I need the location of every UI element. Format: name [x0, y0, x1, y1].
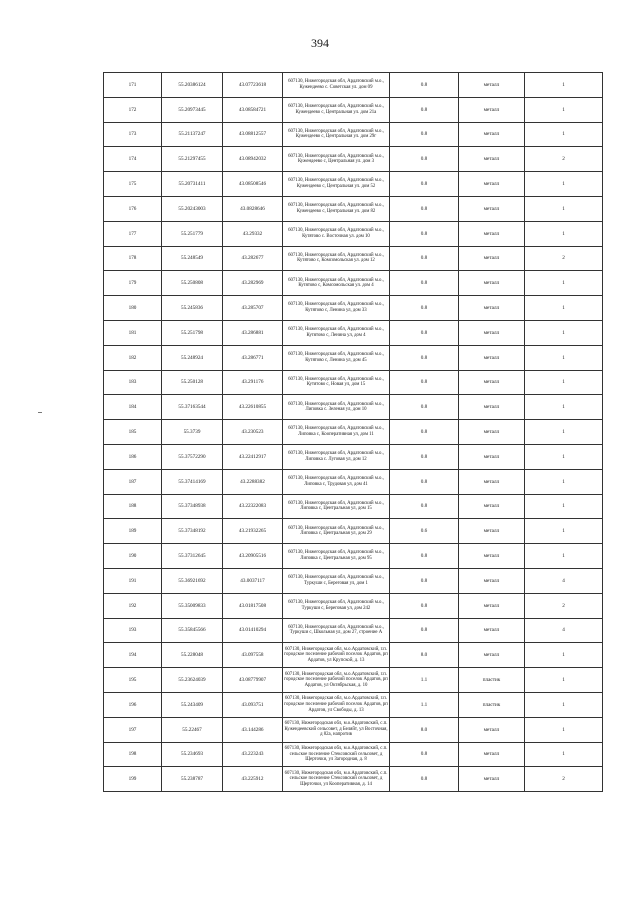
- cell-material: металл: [459, 320, 525, 345]
- cell-longitude: 43.20905516: [223, 544, 283, 569]
- cell-longitude: 43.285707: [223, 296, 283, 321]
- cell-volume: 0.8: [390, 221, 459, 246]
- cell-address: 607130, Нижегородская обл, Ардатовский м.о., Кутятово с, Комсомольская ул. дом 4: [283, 271, 390, 296]
- cell-latitude: 55.23624039: [162, 668, 223, 693]
- cell-longitude: 43.223243: [223, 742, 283, 767]
- cell-latitude: 55.245836: [162, 296, 223, 321]
- cell-address: 607130, Нижегородская обл, Ардатовский м.о., Липовка с, Кооперативная ул, дом 11: [283, 420, 390, 445]
- cell-address: 607130, Нижегородская обл, Ардатовский м.о., Кужендеево с. Советская ул. дом 09: [283, 73, 390, 98]
- cell-material: металл: [459, 444, 525, 469]
- cell-longitude: 43.093751: [223, 692, 283, 717]
- cell-row-number: 187: [104, 469, 162, 494]
- cell-volume: 0.8: [390, 271, 459, 296]
- cell-row-number: 183: [104, 370, 162, 395]
- cell-address: 607130, Нижегородская обл, м.о.Ардатовский, с.п. Кужендеевский сельсовет, д Беляйт, ул Восточная, д 82а, напротив: [283, 717, 390, 742]
- cell-quantity: 1: [525, 519, 603, 544]
- page-number: 394: [311, 36, 329, 50]
- cell-quantity: 1: [525, 494, 603, 519]
- cell-latitude: 55.243409: [162, 692, 223, 717]
- cell-address: 607130, Нижегородская обл, Ардатовский м.о., Липовка с, Центральная ул, дом 29: [283, 519, 390, 544]
- cell-quantity: 1: [525, 717, 603, 742]
- cell-latitude: 55.3739: [162, 420, 223, 445]
- cell-address: 607130, Нижегородская обл, м.о.Ардатовский, г.п. городское поселение рабочий поселок Ардатов, рп Ардатов, ул Свободы, д. 13: [283, 692, 390, 717]
- cell-material: металл: [459, 568, 525, 593]
- table-row: [104, 643, 603, 668]
- cell-address: 607130, Нижегородская обл, Ардатовский м.о., Туркуши с, Береговая ул, дом 242: [283, 593, 390, 618]
- cell-longitude: 43.29332: [223, 221, 283, 246]
- table-row: [104, 320, 603, 345]
- table-row: [104, 370, 603, 395]
- cell-address: 607130, Нижегородская обл, Ардатовский м.о., Липовка с. Зеленая ул, дом 10: [283, 395, 390, 420]
- margin-mark: [38, 412, 42, 413]
- cell-latitude: 55.35845566: [162, 618, 223, 643]
- table-row: [104, 73, 603, 98]
- cell-address: 607130, Нижегородская обл, Ардатовский м.о., Кутятово с, Комсомольская ул. дом 12: [283, 246, 390, 271]
- cell-quantity: 1: [525, 97, 603, 122]
- cell-material: металл: [459, 97, 525, 122]
- cell-row-number: 173: [104, 122, 162, 147]
- cell-row-number: 197: [104, 717, 162, 742]
- table-body: [104, 73, 603, 792]
- cell-longitude: 43.08584721: [223, 97, 283, 122]
- cell-longitude: 43.230523: [223, 420, 283, 445]
- cell-address: 607130, Нижегородская обл, Ардатовский м.о., Кужендеево с, Центральная ул. дом 21а: [283, 97, 390, 122]
- cell-address: 607130, Нижегородская обл, Ардатовский м.о., Кутятово с. Восточная ул. дом 10: [283, 221, 390, 246]
- cell-quantity: 1: [525, 172, 603, 197]
- cell-volume: 8.0: [390, 643, 459, 668]
- cell-longitude: 43.01817508: [223, 593, 283, 618]
- cell-address: 607130, Нижегородская обл, Ардатовский м.о., Кужендеево с, Центральная ул. дом 3: [283, 147, 390, 172]
- cell-latitude: 55.21297455: [162, 147, 223, 172]
- cell-longitude: 43.07723618: [223, 73, 283, 98]
- cell-material: металл: [459, 395, 525, 420]
- cell-latitude: 55.238787: [162, 767, 223, 792]
- table-row: [104, 196, 603, 221]
- cell-quantity: 1: [525, 73, 603, 98]
- cell-volume: 0.6: [390, 519, 459, 544]
- cell-material: металл: [459, 73, 525, 98]
- cell-row-number: 188: [104, 494, 162, 519]
- table-row: [104, 717, 603, 742]
- cell-quantity: 1: [525, 544, 603, 569]
- table-row: [104, 345, 603, 370]
- cell-longitude: 43.282969: [223, 271, 283, 296]
- cell-row-number: 190: [104, 544, 162, 569]
- cell-latitude: 55.37348938: [162, 494, 223, 519]
- cell-row-number: 189: [104, 519, 162, 544]
- cell-latitude: 55.22467: [162, 717, 223, 742]
- cell-row-number: 193: [104, 618, 162, 643]
- cell-row-number: 179: [104, 271, 162, 296]
- cell-volume: 0.8: [390, 395, 459, 420]
- cell-row-number: 176: [104, 196, 162, 221]
- cell-row-number: 196: [104, 692, 162, 717]
- cell-quantity: 1: [525, 395, 603, 420]
- cell-address: 607130, Нижегородская обл, м.о.Ардатовский, г.п. городское поселение рабочий поселок Ардатов, рп Ардатов, ул Крупской, д. 13: [283, 643, 390, 668]
- cell-material: металл: [459, 618, 525, 643]
- cell-address: 607130, Нижегородская обл, м.о.Ардатовский, г.п. городское поселение рабочий поселок Ардатов, рп Ардатов, ул Октябрьская, д. 10: [283, 668, 390, 693]
- table-row: [104, 221, 603, 246]
- cell-latitude: 55.228048: [162, 643, 223, 668]
- cell-material: металл: [459, 494, 525, 519]
- cell-latitude: 55.20386124: [162, 73, 223, 98]
- cell-row-number: 194: [104, 643, 162, 668]
- table-row: [104, 172, 603, 197]
- cell-quantity: 2: [525, 147, 603, 172]
- cell-row-number: 199: [104, 767, 162, 792]
- cell-address: 607130, Нижегородская обл, Ардатовский м.о., Туркуши с, Школьная ул, дом 27, строение А: [283, 618, 390, 643]
- cell-material: металл: [459, 519, 525, 544]
- cell-material: металл: [459, 296, 525, 321]
- cell-volume: 0.8: [390, 320, 459, 345]
- cell-address: 607130, Нижегородская обл, Ардатовский м.о., Кужендеево с, Центральная ул. дом 82: [283, 196, 390, 221]
- cell-row-number: 178: [104, 246, 162, 271]
- cell-longitude: 43.2288382: [223, 469, 283, 494]
- cell-quantity: 1: [525, 122, 603, 147]
- cell-address: 607130, Нижегородская обл, Ардатовский м.о., Кутятово с, Ленина ул, дом 4: [283, 320, 390, 345]
- cell-address: 607130, Нижегородская обл, Ардатовский м.о., Кужендеево с, Центральная ул. дом 52: [283, 172, 390, 197]
- cell-address: 607130, Нижегородская обл, Ардатовский м.о., Кужендеево с, Центральная ул. дом 29г: [283, 122, 390, 147]
- cell-quantity: 1: [525, 643, 603, 668]
- cell-material: металл: [459, 717, 525, 742]
- table-row: [104, 767, 603, 792]
- cell-volume: 8.0: [390, 717, 459, 742]
- cell-volume: 0.8: [390, 345, 459, 370]
- cell-latitude: 55.20243003: [162, 196, 223, 221]
- cell-quantity: 1: [525, 221, 603, 246]
- cell-quantity: 2: [525, 593, 603, 618]
- cell-volume: 0.8: [390, 97, 459, 122]
- cell-address: 607130, Нижегородская обл, Ардатовский м.о., Кутятово с, Ленина ул, дом 45: [283, 345, 390, 370]
- cell-row-number: 174: [104, 147, 162, 172]
- cell-material: металл: [459, 147, 525, 172]
- cell-volume: 0.8: [390, 593, 459, 618]
- cell-row-number: 177: [104, 221, 162, 246]
- table-row: [104, 568, 603, 593]
- cell-quantity: 4: [525, 568, 603, 593]
- table-row: [104, 444, 603, 469]
- cell-address: 607130, Нижегородская обл, Ардатовский м.о., Туркуши с, Береговая ул, дом 1: [283, 568, 390, 593]
- cell-longitude: 43.08942032: [223, 147, 283, 172]
- cell-latitude: 55.20973445: [162, 97, 223, 122]
- cell-volume: 0.8: [390, 767, 459, 792]
- cell-row-number: 182: [104, 345, 162, 370]
- cell-longitude: 43.01410294: [223, 618, 283, 643]
- cell-longitude: 43.22322083: [223, 494, 283, 519]
- table-row: [104, 692, 603, 717]
- table-row: [104, 519, 603, 544]
- cell-address: 607130, Нижегородская обл, Ардатовский м.о., Кутятово с, Ленина ул, дом 33: [283, 296, 390, 321]
- cell-latitude: 55.21137247: [162, 122, 223, 147]
- cell-address: 607130, Нижегородская обл, м.о.Ардатовский, с.п. сельское поселение Стексовский сельсовет, д Щерточки, ул Кооперативная, д. 14: [283, 767, 390, 792]
- cell-material: металл: [459, 370, 525, 395]
- cell-address: 607130, Нижегородская обл, Ардатовский м.о., Липовка с, Центральная ул, дом 15: [283, 494, 390, 519]
- cell-quantity: 1: [525, 320, 603, 345]
- cell-longitude: 43.286881: [223, 320, 283, 345]
- cell-row-number: 186: [104, 444, 162, 469]
- cell-volume: 1.1: [390, 692, 459, 717]
- cell-material: металл: [459, 196, 525, 221]
- cell-material: металл: [459, 122, 525, 147]
- cell-material: металл: [459, 469, 525, 494]
- cell-row-number: 172: [104, 97, 162, 122]
- cell-row-number: 192: [104, 593, 162, 618]
- cell-longitude: 43.21932265: [223, 519, 283, 544]
- cell-latitude: 55.251779: [162, 221, 223, 246]
- cell-quantity: 2: [525, 767, 603, 792]
- cell-volume: 0.8: [390, 246, 459, 271]
- table-row: [104, 246, 603, 271]
- cell-latitude: 55.248549: [162, 246, 223, 271]
- cell-volume: 0.8: [390, 370, 459, 395]
- cell-volume: 0.8: [390, 618, 459, 643]
- table-row: [104, 593, 603, 618]
- cell-volume: 0.8: [390, 196, 459, 221]
- table-row: [104, 420, 603, 445]
- cell-longitude: 43.291176: [223, 370, 283, 395]
- cell-quantity: 1: [525, 296, 603, 321]
- cell-longitude: 43.0828646: [223, 196, 283, 221]
- cell-quantity: 1: [525, 444, 603, 469]
- table-row: [104, 494, 603, 519]
- cell-material: металл: [459, 767, 525, 792]
- cell-row-number: 181: [104, 320, 162, 345]
- cell-row-number: 180: [104, 296, 162, 321]
- cell-volume: 0.8: [390, 469, 459, 494]
- cell-latitude: 55.37312645: [162, 544, 223, 569]
- cell-quantity: 1: [525, 692, 603, 717]
- table-row: [104, 271, 603, 296]
- cell-latitude: 55.20731411: [162, 172, 223, 197]
- cell-volume: 0.8: [390, 420, 459, 445]
- cell-quantity: 1: [525, 271, 603, 296]
- cell-longitude: 43.08779907: [223, 668, 283, 693]
- cell-latitude: 55.37572290: [162, 444, 223, 469]
- cell-quantity: 2: [525, 246, 603, 271]
- table-row: [104, 469, 603, 494]
- cell-quantity: 1: [525, 469, 603, 494]
- cell-material: металл: [459, 593, 525, 618]
- table-row: [104, 122, 603, 147]
- cell-longitude: 43.286771: [223, 345, 283, 370]
- cell-longitude: 43.225912: [223, 767, 283, 792]
- cell-volume: 0.8: [390, 544, 459, 569]
- cell-material: металл: [459, 172, 525, 197]
- cell-volume: 0.8: [390, 122, 459, 147]
- cell-latitude: 55.37348192: [162, 519, 223, 544]
- cell-volume: 1.1: [390, 668, 459, 693]
- cell-volume: 0.8: [390, 172, 459, 197]
- cell-material: металл: [459, 643, 525, 668]
- cell-material: металл: [459, 420, 525, 445]
- table-row: [104, 544, 603, 569]
- table-row: [104, 147, 603, 172]
- cell-quantity: 1: [525, 196, 603, 221]
- cell-quantity: 1: [525, 668, 603, 693]
- cell-longitude: 43.22412917: [223, 444, 283, 469]
- cell-latitude: 55.248924: [162, 345, 223, 370]
- cell-address: 607130, Нижегородская обл, м.о.Ардатовский, с.п. сельское поселение Стексовский сельсовет, д Щерточки, ул Загородная, д. 8: [283, 742, 390, 767]
- cell-address: 607130, Нижегородская обл, Ардатовский м.о., Липовка с. Луговая ул, дом 12: [283, 444, 390, 469]
- cell-material: пластик: [459, 668, 525, 693]
- cell-longitude: 43.22610855: [223, 395, 283, 420]
- cell-latitude: 55.250808: [162, 271, 223, 296]
- cell-address: 607130, Нижегородская обл, Ардатовский м.о., Кутятово с, Новая ул, дом 15: [283, 370, 390, 395]
- cell-volume: 0.8: [390, 444, 459, 469]
- cell-longitude: 43.08812557: [223, 122, 283, 147]
- cell-row-number: 191: [104, 568, 162, 593]
- cell-address: 607130, Нижегородская обл, Ардатовский м.о., Липовка с, Центральная ул, дом 95: [283, 544, 390, 569]
- cell-row-number: 175: [104, 172, 162, 197]
- cell-latitude: 55.37414169: [162, 469, 223, 494]
- cell-material: металл: [459, 742, 525, 767]
- cell-volume: 0.8: [390, 568, 459, 593]
- cell-volume: 0.8: [390, 296, 459, 321]
- cell-longitude: 43.08508546: [223, 172, 283, 197]
- table-row: [104, 296, 603, 321]
- table-row: [104, 618, 603, 643]
- table-row: [104, 742, 603, 767]
- cell-latitude: 55.35009833: [162, 593, 223, 618]
- cell-quantity: 1: [525, 345, 603, 370]
- cell-material: пластик: [459, 692, 525, 717]
- cell-volume: 0.8: [390, 742, 459, 767]
- cell-quantity: 1: [525, 742, 603, 767]
- container-sites-table: [103, 72, 603, 792]
- table-row: [104, 395, 603, 420]
- cell-row-number: 185: [104, 420, 162, 445]
- cell-longitude: 43.144286: [223, 717, 283, 742]
- cell-material: металл: [459, 544, 525, 569]
- cell-latitude: 55.251798: [162, 320, 223, 345]
- cell-latitude: 55.37163544: [162, 395, 223, 420]
- cell-quantity: 4: [525, 618, 603, 643]
- cell-latitude: 55.234693: [162, 742, 223, 767]
- table-row: [104, 668, 603, 693]
- cell-longitude: 43.282677: [223, 246, 283, 271]
- cell-material: металл: [459, 271, 525, 296]
- cell-row-number: 195: [104, 668, 162, 693]
- cell-volume: 0.8: [390, 494, 459, 519]
- cell-row-number: 184: [104, 395, 162, 420]
- table-row: [104, 97, 603, 122]
- container-sites-table-wrap: [103, 72, 602, 792]
- cell-row-number: 198: [104, 742, 162, 767]
- cell-volume: 0.8: [390, 147, 459, 172]
- cell-material: металл: [459, 246, 525, 271]
- cell-latitude: 55.250128: [162, 370, 223, 395]
- cell-longitude: 43.097558: [223, 643, 283, 668]
- cell-quantity: 1: [525, 420, 603, 445]
- cell-material: металл: [459, 221, 525, 246]
- cell-longitude: 43.0037117: [223, 568, 283, 593]
- cell-volume: 0.8: [390, 73, 459, 98]
- cell-row-number: 171: [104, 73, 162, 98]
- cell-address: 607130, Нижегородская обл, Ардатовский м.о., Липовка с, Трудовая ул, дом 41: [283, 469, 390, 494]
- cell-quantity: 1: [525, 370, 603, 395]
- cell-material: металл: [459, 345, 525, 370]
- cell-latitude: 55.36921692: [162, 568, 223, 593]
